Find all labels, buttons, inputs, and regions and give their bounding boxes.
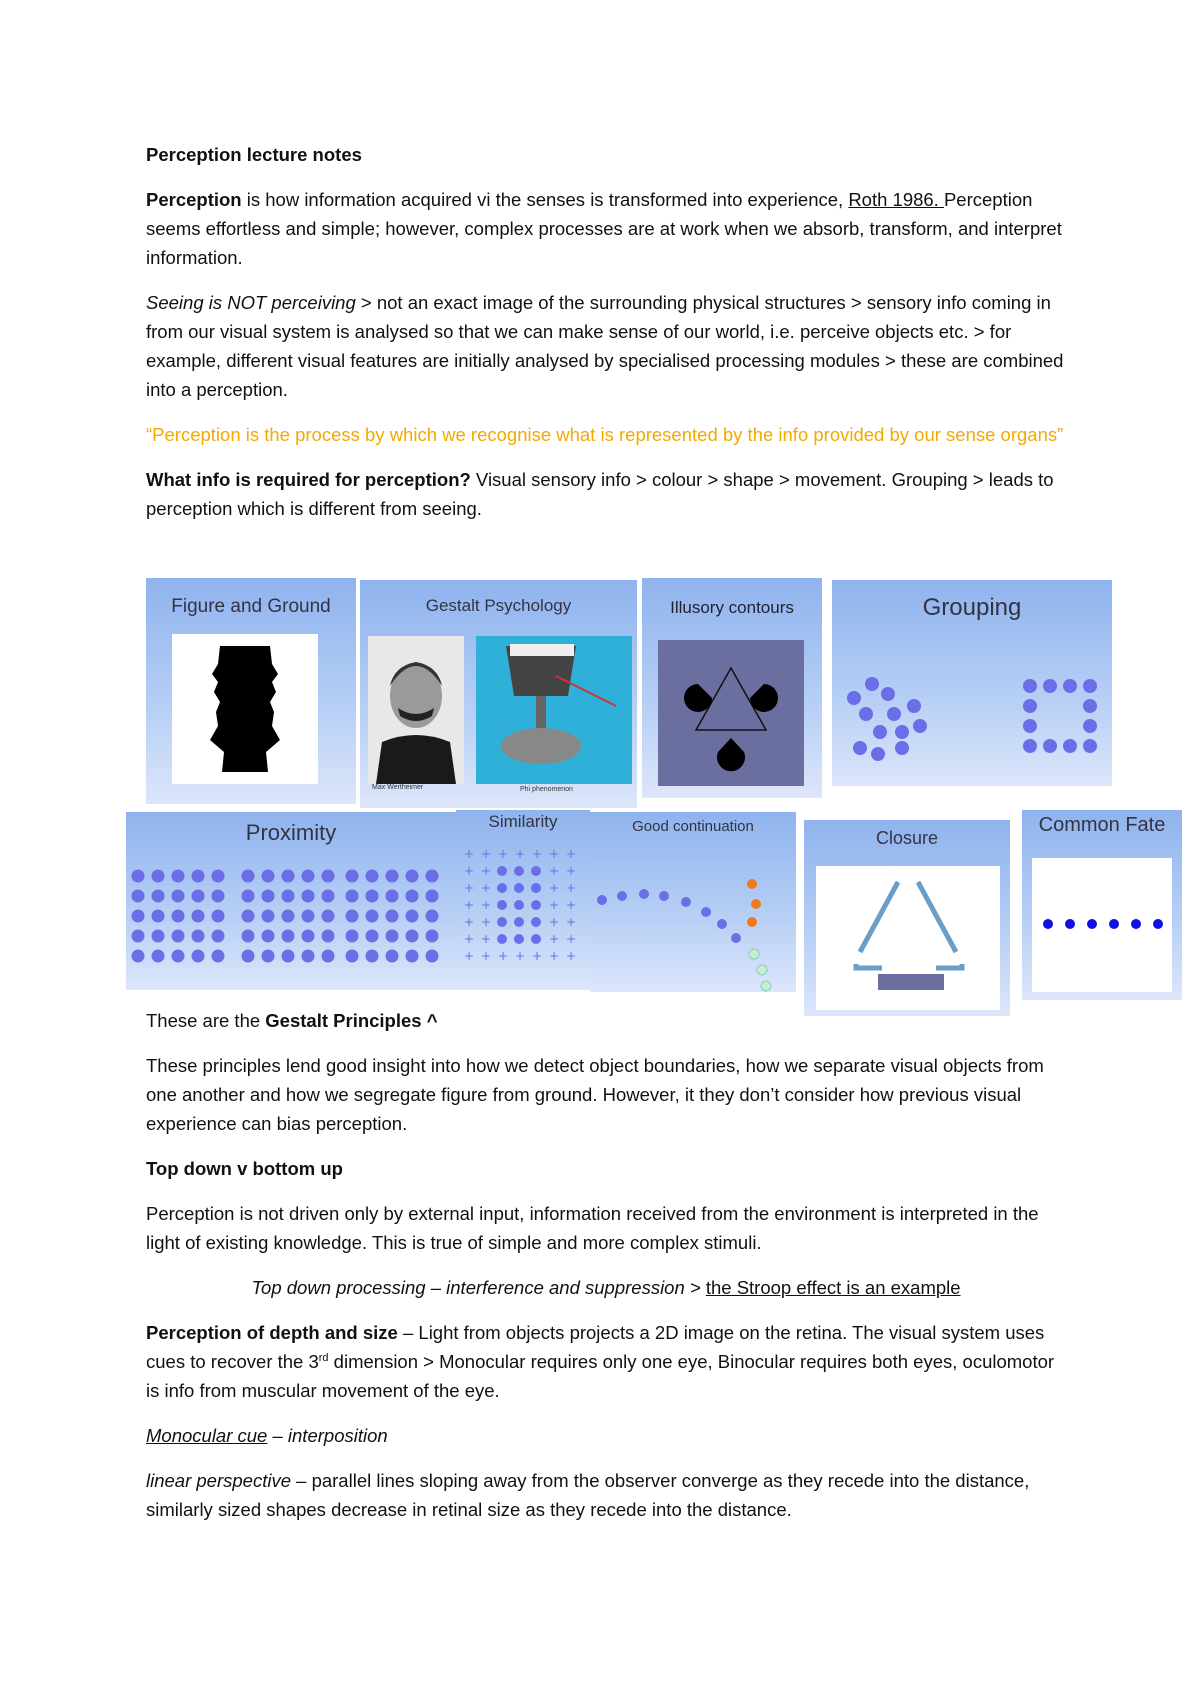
figure-ground-panel <box>146 578 356 804</box>
paragraph-seeing <box>146 288 1066 404</box>
svg-text:+: + <box>566 864 577 878</box>
proximity-panel <box>126 812 456 990</box>
svg-text:+: + <box>549 847 560 861</box>
panel-title: Figure and Ground <box>171 596 331 617</box>
svg-text:+: + <box>549 949 560 963</box>
portrait-photo <box>368 636 464 784</box>
svg-text:+: + <box>515 949 526 963</box>
illusory-contours-panel <box>642 578 822 798</box>
svg-text:+: + <box>549 881 560 895</box>
text: – parallel lines sloping away from the observer converge as they recede into the distance, similarly sized shapes decrease in retinal size as they recede into the distance. <box>146 1470 1030 1520</box>
zoetrope-image <box>476 636 632 784</box>
term-perception: Perception <box>146 189 242 210</box>
text: > not an exact image of the surrounding physical structures > sensory info coming in from our visual system is analysed so that we can make sense of our world, i.e. perceive objects etc. > for example, different visual features are initially analysed by specialised processing modules > these are combined into a perception. <box>146 292 1064 400</box>
svg-text:+: + <box>481 898 492 912</box>
similarity-panel <box>456 810 590 990</box>
svg-text:+: + <box>464 915 475 929</box>
svg-text:+: + <box>549 898 560 912</box>
svg-text:+: + <box>566 881 577 895</box>
svg-text:+: + <box>515 847 526 861</box>
panel-title: Closure <box>875 828 939 848</box>
common-fate-panel <box>1022 810 1182 1000</box>
closure-triangle <box>816 866 1000 1010</box>
stroop-link[interactable]: the Stroop effect is an example <box>705 1277 961 1298</box>
svg-text:+: + <box>481 881 492 895</box>
svg-text:+: + <box>549 915 560 929</box>
paragraph-gestalt <box>146 1006 1066 1035</box>
closure-panel <box>804 820 1010 1016</box>
panel-title: Good continuation <box>632 818 754 835</box>
svg-text:+: + <box>464 881 475 895</box>
proximity-dots <box>126 812 456 990</box>
text: These are the <box>146 1010 266 1031</box>
panel-title: Gestalt Psychology <box>425 596 572 615</box>
panel-title: Proximity <box>245 820 337 845</box>
kanizsa-triangle <box>658 640 804 786</box>
panel-title: Common Fate <box>1038 814 1166 836</box>
panel-title: Similarity <box>488 812 558 831</box>
definition-quote: “Perception is the process by which we recognise what is represented by the info provided by our sense organs” <box>146 424 1064 445</box>
grouping-dots <box>832 580 1112 786</box>
text: – Light from objects projects a 2D image on the retina. The visual system uses cues to recover the 3 <box>146 1322 1045 1372</box>
similarity-grid <box>456 810 590 990</box>
svg-text:+: + <box>464 864 475 878</box>
caption-wertheimer: Max Wertheimer <box>372 784 424 791</box>
grouping-panel <box>832 580 1112 786</box>
paragraph-info-required <box>146 465 1066 523</box>
text: Visual sensory info > colour > shape > movement. Grouping > leads to perception which is different from seeing. <box>146 469 1054 519</box>
svg-text:+: + <box>549 864 560 878</box>
paragraph-external-input: Perception is not driven only by external input, information received from the environment is interpreted in the light of existing knowledge. This is true of simple and more complex stimuli. <box>146 1203 1039 1253</box>
panel-title: Grouping <box>922 594 1022 621</box>
paragraph-monocular <box>146 1421 1066 1450</box>
page-title: Perception lecture notes <box>146 144 362 165</box>
svg-text:+: + <box>481 847 492 861</box>
svg-text:+: + <box>532 949 543 963</box>
svg-text:+: + <box>481 915 492 929</box>
bold-gestalt: Gestalt Principles ^ <box>265 1010 438 1031</box>
document-body <box>146 140 1066 539</box>
document-body-lower <box>146 1006 1066 1540</box>
paragraph-linear-perspective <box>146 1466 1066 1524</box>
svg-text:+: + <box>464 949 475 963</box>
caption-phi: Phi phenomenon <box>520 786 573 793</box>
svg-text:+: + <box>566 932 577 946</box>
svg-text:+: + <box>481 949 492 963</box>
superscript: rd <box>318 1351 329 1364</box>
svg-text:+: + <box>566 915 577 929</box>
svg-text:+: + <box>481 932 492 946</box>
panel-title: Illusory contours <box>670 598 794 617</box>
continuation-dots <box>590 812 796 992</box>
common-fate-dots <box>1032 858 1172 992</box>
paragraph-perception-definition <box>146 185 1066 272</box>
svg-text:+: + <box>481 864 492 878</box>
text: – interposition <box>267 1425 388 1446</box>
emphasis-top-down: Top down processing – interference and suppression > <box>251 1277 706 1298</box>
svg-text:+: + <box>532 847 543 861</box>
rubin-vase-image <box>172 634 318 784</box>
svg-text:+: + <box>498 847 509 861</box>
svg-text:+: + <box>549 932 560 946</box>
bold-depth: Perception of depth and size <box>146 1322 398 1343</box>
text: is how information acquired vi the senses is transformed into experience, <box>241 189 849 210</box>
svg-text:+: + <box>566 898 577 912</box>
monocular-cue: Monocular cue <box>146 1425 268 1446</box>
svg-text:+: + <box>566 847 577 861</box>
bold-question: What info is required for perception? <box>146 469 471 490</box>
good-continuation-panel <box>590 812 796 992</box>
emphasis-linear: linear perspective <box>146 1470 291 1491</box>
emphasis-seeing: Seeing is NOT perceiving <box>146 292 356 313</box>
paragraph-top-down <box>146 1273 1066 1302</box>
svg-text:+: + <box>464 898 475 912</box>
gestalt-psychology-panel <box>360 580 637 808</box>
svg-text:+: + <box>464 847 475 861</box>
paragraph-depth-size <box>146 1318 1066 1405</box>
paragraph-principles: These principles lend good insight into how we detect object boundaries, how we separate visual objects from one another and how we segregate figure from ground. However, it they don’t consider how previous visual experience can bias perception. <box>146 1055 1044 1134</box>
text: dimension > Monocular requires only one eye, Binocular requires both eyes, oculomotor is info from muscular movement of the eye. <box>146 1351 1055 1401</box>
reference-roth: Roth 1986. <box>848 189 944 210</box>
svg-text:+: + <box>566 949 577 963</box>
svg-text:+: + <box>498 949 509 963</box>
heading-top-down: Top down v bottom up <box>146 1158 343 1179</box>
text: Perception seems effortless and simple; however, complex processes are at work when we absorb, transform, and interpret information. <box>146 189 1062 268</box>
svg-text:+: + <box>464 932 475 946</box>
